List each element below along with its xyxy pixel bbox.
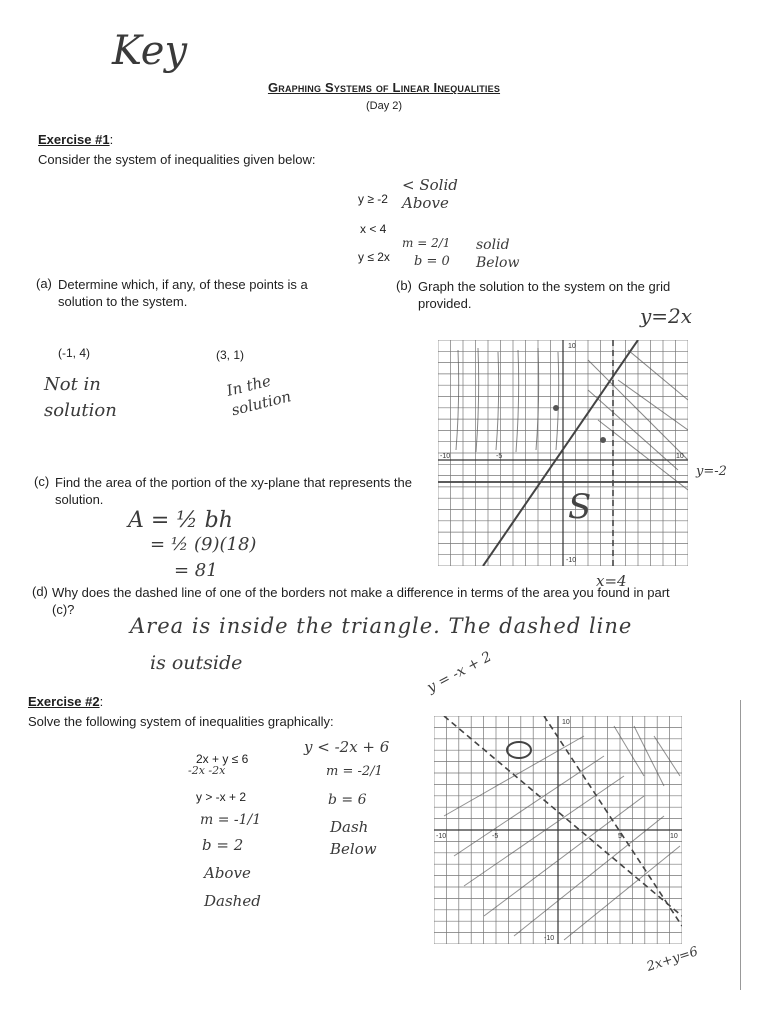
- exercise2-prompt: Solve the following system of inequalities graphically:: [28, 714, 334, 729]
- point-2-answer: In the solution: [224, 371, 293, 420]
- graph-2: [434, 716, 682, 944]
- graph-1-tick-left: -10: [440, 453, 451, 460]
- part-d-text: Why does the dashed line of one of the borders not make a difference in terms of the area you found in part (c)?: [52, 585, 670, 617]
- exercise1-heading-text: Exercise #1: [38, 132, 110, 147]
- ex1-note-solid-above: < Solid Above: [402, 176, 458, 212]
- ex2-inequality-2: y > -x + 2: [196, 790, 247, 804]
- part-b-label: (b): [396, 278, 412, 293]
- handwritten-key: Key: [112, 28, 188, 74]
- ex1-note-solid-below: solid Below: [476, 237, 520, 271]
- page-edge-line: [740, 700, 741, 990]
- part-a-text: Determine which, if any, of these points is a solution to the system.: [58, 277, 308, 309]
- ex1-note-slope: m = 2/1: [402, 236, 451, 250]
- point-2: (3, 1): [216, 348, 245, 362]
- ex2-work-left-5: Dashed: [204, 892, 261, 910]
- ex2-work-left-4: Above: [204, 864, 251, 882]
- part-c-work-1: A = ½ bh: [128, 508, 233, 533]
- graph-1-point-b: [600, 437, 606, 443]
- graph-1-point-a: [553, 405, 559, 411]
- part-d-label: (d): [32, 584, 48, 599]
- graph-1-tick-top: 10: [568, 343, 576, 350]
- graph-1-tick-bottom: -10: [566, 557, 577, 564]
- graph-2-tick-left: -10: [436, 833, 447, 840]
- part-c-text: Find the area of the portion of the xy-plane that represents the solution.: [55, 475, 412, 507]
- ex2-work-left-3: b = 2: [202, 836, 244, 854]
- graph-1-region-label: S: [568, 487, 592, 527]
- ex2-work-left-2: m = -1/1: [200, 812, 262, 828]
- graph-2-tick-right-mid: 5: [618, 833, 622, 840]
- page-title: Graphing Systems of Linear Inequalities: [267, 80, 501, 95]
- part-c-label: (c): [34, 474, 50, 489]
- part-c-work-3: = 81: [174, 560, 218, 581]
- ex2-work-right-2: m = -2/1: [326, 764, 383, 779]
- graph-1-label-x4: x=4: [596, 572, 627, 590]
- exercise2-heading-text: Exercise #2: [28, 694, 100, 709]
- graph-2-tick-left-mid: -5: [492, 833, 499, 840]
- ex1-inequality-2: x < 4: [360, 222, 387, 236]
- ex2-work-left-1: -2x -2x: [188, 764, 226, 777]
- graph-1-svg: [438, 340, 688, 566]
- exercise2-heading-colon: :: [99, 694, 104, 709]
- part-b-text: Graph the solution to the system on the grid provided.: [418, 279, 671, 311]
- graph-2-tick-bottom: -10: [544, 935, 555, 942]
- exercise1-prompt: Consider the system of inequalities given below:: [38, 152, 316, 167]
- graph-2-svg: [434, 716, 682, 944]
- graph-1: [438, 340, 688, 566]
- ex2-work-right-4: Dash: [330, 818, 369, 836]
- ex1-note-intercept: b = 0: [414, 254, 450, 269]
- point-1-answer: Not in solution: [44, 374, 117, 421]
- ex2-work-right-5: Below: [330, 840, 377, 858]
- exercise2-heading: [28, 694, 103, 709]
- ex1-inequality-1: y ≥ -2: [358, 192, 388, 206]
- ex2-inequality-1: 2x + y ≤ 6: [196, 752, 249, 766]
- graph-1-label-ym2: y=-2: [696, 464, 727, 479]
- graph-2-tick-top: 10: [562, 719, 570, 726]
- ex2-work-right-1: y < -2x + 6: [304, 738, 390, 756]
- page-subtitle: (Day 2): [365, 100, 403, 112]
- exercise1-heading-colon: :: [109, 132, 114, 147]
- part-d-answer-2: is outside: [150, 652, 243, 674]
- graph-2-label-top: y = -x + 2: [424, 648, 495, 696]
- graph-2-tick-right: 10: [670, 833, 678, 840]
- part-c-work-2: = ½ (9)(18): [150, 534, 257, 555]
- point-1: (-1, 4): [58, 346, 91, 360]
- part-d-answer-1: Area is inside the triangle. The dashed line: [130, 614, 633, 638]
- graph-1-tick-right: 10: [676, 453, 684, 460]
- graph-1-tick-left-mid: -5: [496, 453, 503, 460]
- part-a-label: (a): [36, 276, 52, 291]
- exercise1-heading: [38, 132, 113, 147]
- graph-2-label-bottom: 2x+y=6: [644, 944, 701, 975]
- graph-1-label-y2x: y=2x: [640, 304, 693, 328]
- ex1-inequality-3: y ≤ 2x: [358, 250, 390, 264]
- ex2-work-right-3: b = 6: [328, 792, 367, 808]
